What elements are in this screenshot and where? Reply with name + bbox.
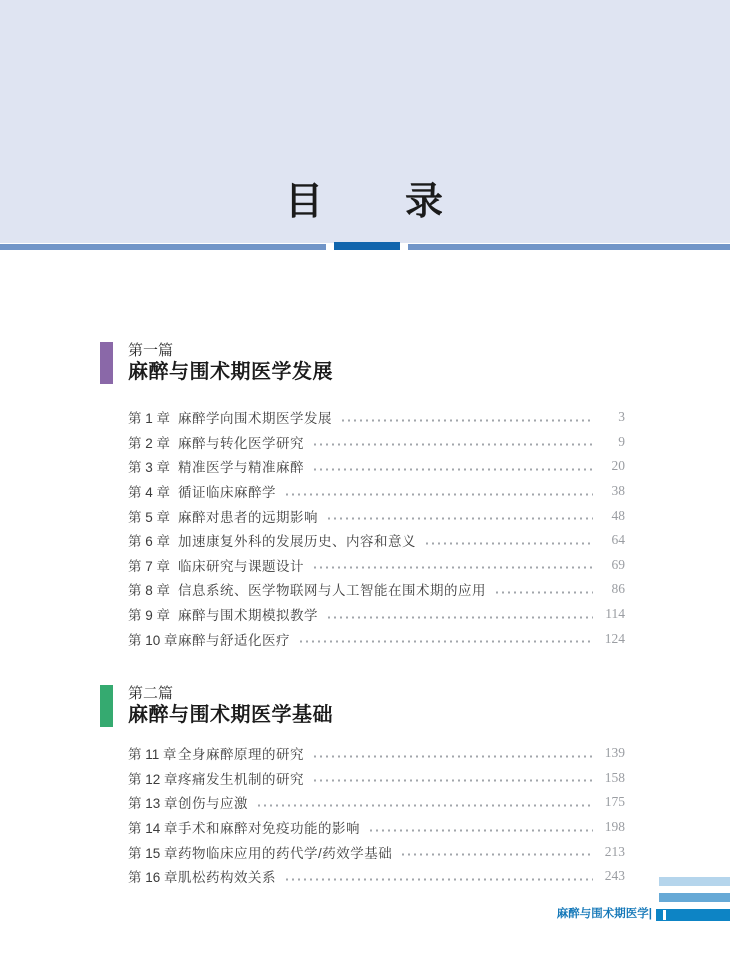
divider-bar [0, 242, 730, 251]
chapter-page-number: 69 [611, 556, 625, 572]
toc-chapter-row [128, 553, 625, 578]
footer-running-title: 麻醉与围术期医学| [556, 908, 652, 920]
toc-chapter-row [128, 766, 625, 791]
chapter-title: 全身麻醉原理的研究 [178, 747, 304, 763]
chapter-title: 精准医学与精准麻醉 [178, 460, 304, 476]
chapter-title: 麻醉与转化医学研究 [178, 435, 304, 451]
toc-chapter-row [128, 864, 625, 889]
toc-chapter-row [128, 815, 625, 840]
chapter-page-number: 86 [611, 581, 625, 597]
chapter-page-number: 139 [604, 745, 625, 761]
dot-leader [284, 493, 593, 496]
footer-bar-medium [659, 893, 730, 902]
title-panel [0, 0, 730, 243]
chapter-title: 手术和麻醉对免疫功能的影响 [178, 821, 360, 837]
section-1-accent-bar [100, 342, 113, 384]
chapter-page-number: 198 [604, 819, 625, 835]
chapter-page-number: 3 [618, 409, 625, 425]
toc-chapter-row [128, 577, 625, 602]
toc-chapter-row [128, 479, 625, 504]
chapter-page-number: 213 [604, 843, 625, 859]
toc-chapter-row [128, 602, 625, 627]
chapter-label: 第 13 章 [128, 796, 178, 812]
dot-leader [400, 853, 593, 856]
dot-leader [312, 443, 593, 446]
chapter-title: 肌松药构效关系 [178, 870, 276, 886]
divider-segment-center [334, 242, 400, 250]
dot-leader [326, 517, 593, 520]
chapter-title: 加速康复外科的发展历史、内容和意义 [178, 534, 416, 550]
toc-chapter-row [128, 430, 625, 455]
chapter-label: 第 16 章 [128, 870, 178, 886]
chapter-title: 信息系统、医学物联网与人工智能在围术期的应用 [178, 583, 486, 599]
toc-chapter-row [128, 790, 625, 815]
footer-bar-dark [656, 909, 730, 921]
dot-leader [326, 616, 593, 619]
toc-chapter-row [128, 454, 625, 479]
chapter-page-number: 243 [604, 868, 625, 884]
chapter-title: 麻醉学向围术期医学发展 [178, 411, 332, 427]
chapter-title: 疼痛发生机制的研究 [178, 771, 304, 787]
chapter-label: 第 11 章 [128, 747, 177, 763]
section-1-part-label: 第一篇 [128, 342, 174, 359]
chapter-label: 第 3 章 [128, 460, 171, 476]
chapter-label: 第 5 章 [128, 509, 171, 525]
chapter-page-number: 175 [604, 794, 625, 810]
chapter-page-number: 114 [605, 606, 625, 622]
chapter-page-number: 48 [611, 507, 625, 523]
dot-leader [284, 878, 593, 881]
chapter-page-number: 64 [611, 532, 625, 548]
section-2-header [100, 685, 333, 727]
chapter-title: 循证临床麻醉学 [178, 485, 276, 501]
chapter-title: 临床研究与课题设计 [178, 558, 304, 574]
chapter-page-number: 124 [604, 630, 625, 646]
footer-tick-mark [663, 910, 666, 920]
section-1-part-title: 麻醉与围术期医学发展 [128, 361, 333, 383]
toc-chapter-row [128, 405, 625, 430]
chapter-label: 第 1 章 [128, 411, 171, 427]
toc-chapter-row [128, 528, 625, 553]
section-2-part-title: 麻醉与围术期医学基础 [128, 704, 333, 726]
dot-leader [298, 640, 593, 643]
dot-leader [368, 829, 593, 832]
chapter-label: 第 9 章 [128, 608, 171, 624]
dot-leader [494, 591, 593, 594]
chapter-page-number: 38 [611, 483, 625, 499]
chapter-label: 第 15 章 [128, 845, 178, 861]
chapter-title: 麻醉对患者的远期影响 [178, 509, 318, 525]
chapter-title: 创伤与应激 [178, 796, 248, 812]
chapter-title: 药物临床应用的药代学/药效学基础 [178, 845, 393, 861]
section-2-accent-bar [100, 685, 113, 727]
toc-chapter-row [128, 741, 625, 766]
section-2-part-label: 第二篇 [128, 685, 174, 702]
dot-leader [312, 566, 593, 569]
toc-chapter-row [128, 503, 625, 528]
dot-leader [312, 779, 593, 782]
toc-chapter-row [128, 839, 625, 864]
chapter-label: 第 2 章 [128, 435, 171, 451]
chapter-label: 第 10 章 [128, 632, 178, 648]
chapter-label: 第 7 章 [128, 558, 171, 574]
footer-bar-light [659, 877, 730, 886]
dot-leader [256, 804, 593, 807]
section-1-header [100, 342, 333, 384]
toc-chapter-row [128, 626, 625, 651]
section-1-chapter-list [128, 405, 625, 651]
chapter-page-number: 158 [604, 769, 625, 785]
divider-segment-right [408, 244, 730, 250]
chapter-label: 第 4 章 [128, 485, 171, 501]
chapter-title: 麻醉与舒适化医疗 [178, 632, 290, 648]
page-title: 目 录 [284, 181, 445, 223]
section-2-chapter-list [128, 741, 625, 889]
chapter-label: 第 8 章 [128, 583, 171, 599]
dot-leader [340, 419, 593, 422]
dot-leader [312, 468, 593, 471]
chapter-page-number: 20 [611, 458, 625, 474]
chapter-page-number: 9 [618, 433, 625, 449]
dot-leader [312, 755, 593, 758]
chapter-title: 麻醉与围术期模拟教学 [178, 608, 318, 624]
chapter-label: 第 6 章 [128, 534, 171, 550]
chapter-label: 第 14 章 [128, 821, 178, 837]
chapter-label: 第 12 章 [128, 771, 178, 787]
divider-segment-left [0, 244, 326, 250]
dot-leader [424, 542, 593, 545]
